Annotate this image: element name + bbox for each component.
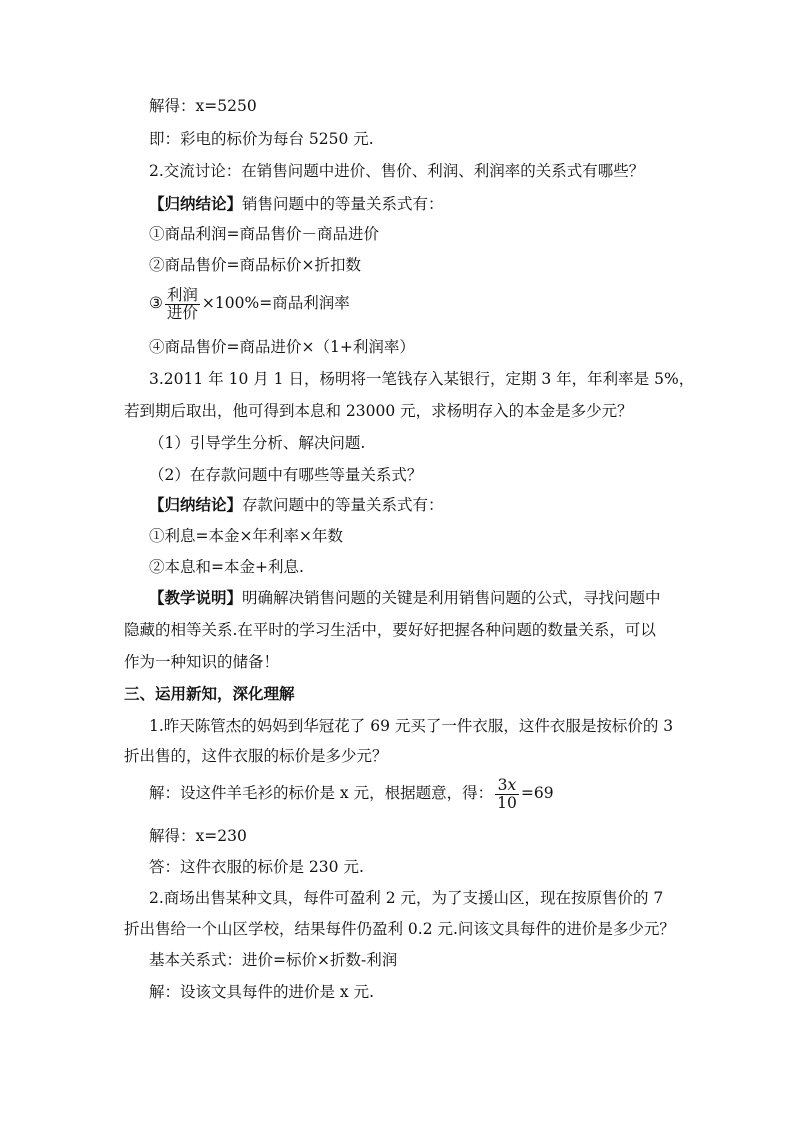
teaching-note-line-2: 隐藏的相等关系.在平时的学习生活中，要好好把握各种问题的数量关系，可以 xyxy=(124,621,656,639)
exercise-2-line-1: 2.商场出售某种文具，每件可盈利 2 元，为了支援山区，现在按原售价的 7 xyxy=(149,889,664,907)
teaching-note-label: 【教学说明】 xyxy=(149,588,243,607)
formula-sale-price: ②商品售价=商品标价×折扣数 xyxy=(149,256,361,274)
solution-result-5250: 解得：x=5250 xyxy=(149,97,257,115)
answer-tv-price: 即：彩电的标价为每台 5250 元. xyxy=(149,130,374,148)
formula-total: ②本息和=本金+利息. xyxy=(149,558,304,576)
teaching-note-line-1 xyxy=(149,588,661,608)
basic-relation: 基本关系式：进价=标价×折数-利润 xyxy=(149,951,398,969)
fraction-denominator: 进价 xyxy=(166,303,198,322)
teaching-note-text: 明确解决销售问题的关键是利用销售问题的公式，寻找问题中 xyxy=(242,589,661,607)
exercise-2-line-2: 折出售给一个山区学校，结果每件仍盈利 0.2 元.问该文具每件的进价是多少元？ xyxy=(124,920,675,938)
summary-text: 存款问题中的等量关系式有： xyxy=(242,496,444,514)
equation-prefix: 解：设这件羊毛衫的标价是 x 元，根据题意，得： xyxy=(149,784,494,802)
formula-sale-price-rate: ④商品售价=商品进价×（1+利润率） xyxy=(149,338,415,356)
numerator-variable: x xyxy=(507,775,517,794)
teaching-note-line-3: 作为一种知识的储备！ xyxy=(124,653,280,671)
equation-suffix: =69 xyxy=(520,784,554,802)
answer-clothing-price: 答：这件衣服的标价是 230 元. xyxy=(149,858,364,876)
problem-3-line-2: 若到期后取出，他可得到本息和 23000 元，求杨明存入的本金是多少元？ xyxy=(124,402,633,420)
step-2: （2）在存款问题中有哪些等量关系式？ xyxy=(149,466,423,484)
fraction-numerator: 利润 xyxy=(166,285,198,304)
formula-index: ③ xyxy=(149,294,163,312)
summary-label: 【归纳结论】 xyxy=(149,194,243,213)
fraction-numerator xyxy=(495,777,519,795)
fraction-denominator: 10 xyxy=(497,793,517,812)
summary-sales-heading xyxy=(149,194,444,214)
summary-deposit-heading xyxy=(149,495,444,515)
summary-text: 销售问题中的等量关系式有： xyxy=(242,195,444,213)
exercise-2-solution-setup: 解：设该文具每件的进价是 x 元. xyxy=(149,983,375,1001)
fraction-3x-over-10 xyxy=(495,777,519,812)
step-1: （1）引导学生分析、解决问题. xyxy=(149,434,366,452)
exercise-1-line-1: 1.昨天陈管杰的妈妈到华冠花了 69 元买了一件衣服，这件衣服是按标价的 3 xyxy=(149,717,674,735)
formula-suffix: ×100%=商品利润率 xyxy=(201,294,350,312)
discussion-question: 2.交流讨论：在销售问题中进价、售价、利润、利润率的关系式有哪些？ xyxy=(149,162,645,180)
exercise-1-line-2: 折出售的，这件衣服的标价是多少元？ xyxy=(124,747,388,765)
formula-profit: ①商品利润=商品售价－商品进价 xyxy=(149,225,379,243)
fraction-profit-over-cost xyxy=(165,287,200,322)
solution-result-230: 解得：x=230 xyxy=(149,827,247,845)
section-heading-3: 三、运用新知，深化理解 xyxy=(124,684,295,703)
numerator-coefficient: 3 xyxy=(497,775,508,794)
summary-label: 【归纳结论】 xyxy=(149,495,243,514)
exercise-1-equation xyxy=(149,775,554,812)
formula-profit-rate xyxy=(149,285,350,322)
problem-3-line-1: 3.2011 年 10 月 1 日，杨明将一笔钱存入某银行，定期 3 年，年利率是 5%， xyxy=(149,370,695,388)
formula-interest: ①利息=本金×年利率×年数 xyxy=(149,527,343,545)
